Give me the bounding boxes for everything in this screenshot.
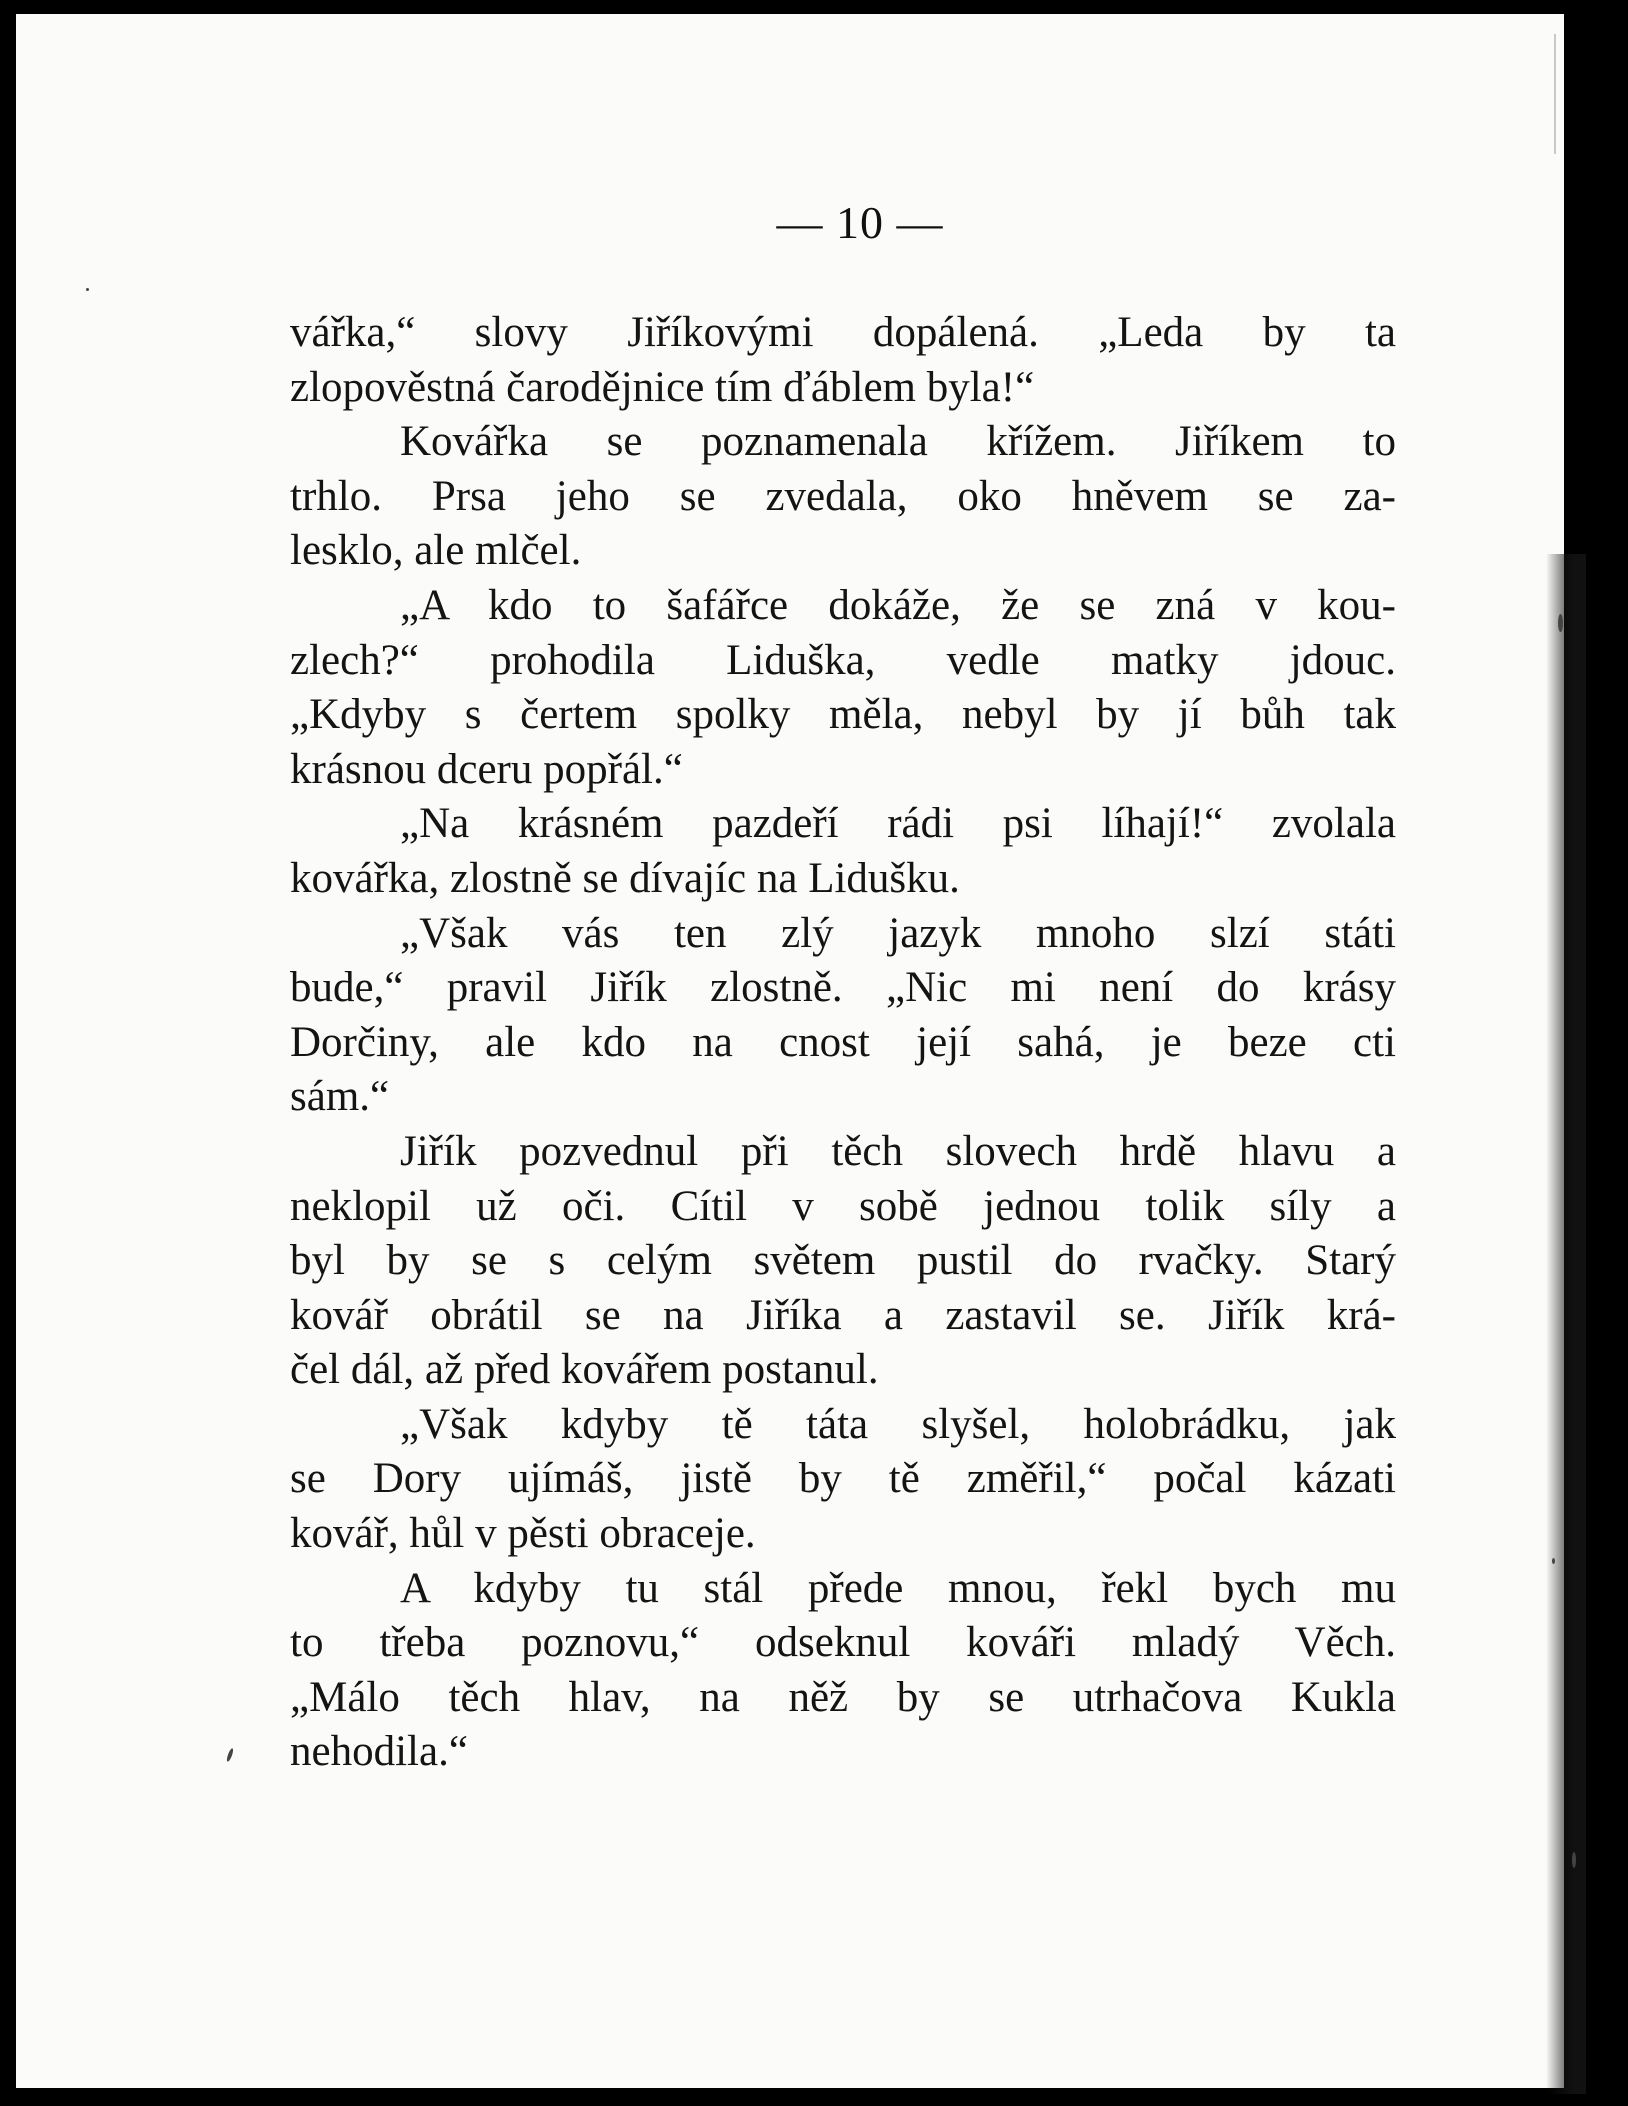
text-line: kovářka, zlostně se dívajíc na Lidušku. [290, 854, 960, 902]
text-line: zlopověstná čarodějnice tím ďáblem byla!“ [290, 363, 1035, 411]
paper-speck [1572, 1852, 1576, 1868]
text-line: Jiřík pozvednul při těch slovech hrdě hlavu a [400, 1127, 1396, 1175]
text-line: trhlo. Prsa jeho se zvedala, oko hněvem se za- [290, 472, 1396, 520]
page-number: — 10 — [776, 197, 944, 248]
body-text [290, 306, 1396, 1780]
text-line: „Na krásném pazdeří rádi psi líhají!“ zvolala [400, 800, 1396, 848]
text-line: Dorčiny, ale kdo na cnost její sahá, je beze cti [290, 1018, 1396, 1066]
text-line: sám.“ [290, 1073, 390, 1121]
text-line: kovář, hůl v pěsti obraceje. [290, 1510, 756, 1558]
paper-speck [1552, 1558, 1555, 1564]
text-line: čel dál, až před kovářem postanul. [290, 1346, 879, 1394]
paper-speck [1558, 614, 1563, 632]
text-line: vářka,“ slovy Jiříkovými dopálená. „Leda by ta [290, 309, 1396, 356]
text-line: zlech?“ prohodila Liduška, vedle matky jdouc. [290, 636, 1396, 684]
text-line: neklopil už oči. Cítil v sobě jednou tolik síly a [290, 1182, 1396, 1230]
binding-shadow [1546, 554, 1586, 2094]
text-line: Kovářka se poznamenala křížem. Jiříkem to [400, 418, 1396, 466]
text-line: „Kdyby s čertem spolky měla, nebyl by jí bůh tak [290, 691, 1396, 739]
text-line: „A kdo to šafářce dokáže, že se zná v kou- [400, 581, 1396, 629]
text-line: „Však kdyby tě táta slyšel, holobrádku, jak [400, 1400, 1396, 1448]
text-line: A kdyby tu stál přede mnou, řekl bych mu [400, 1564, 1396, 1612]
text-line: bude,“ pravil Jiřík zlostně. „Nic mi není do krásy [290, 964, 1396, 1012]
text-line: kovář obrátil se na Jiříka a zastavil se. Jiřík krá- [290, 1291, 1396, 1339]
text-line: lesklo, ale mlčel. [290, 527, 582, 575]
text-line: byl by se s celým světem pustil do rvačky. Starý [290, 1237, 1396, 1285]
text-line: to třeba poznovu,“ odseknul kováři mladý Věch. [290, 1619, 1396, 1667]
text-line: „Však vás ten zlý jazyk mnoho slzí státi [400, 909, 1396, 957]
paper-speck [86, 288, 89, 291]
text-line: „Málo těch hlav, na něž by se utrhačova Kukla [290, 1673, 1396, 1721]
text-line: nehodila.“ [290, 1728, 468, 1776]
text-line: krásnou dceru popřál.“ [290, 745, 683, 793]
text-line: se Dory ujímáš, jistě by tě změřil,“ počal kázati [290, 1455, 1396, 1503]
page-edge-line [1554, 34, 1556, 154]
